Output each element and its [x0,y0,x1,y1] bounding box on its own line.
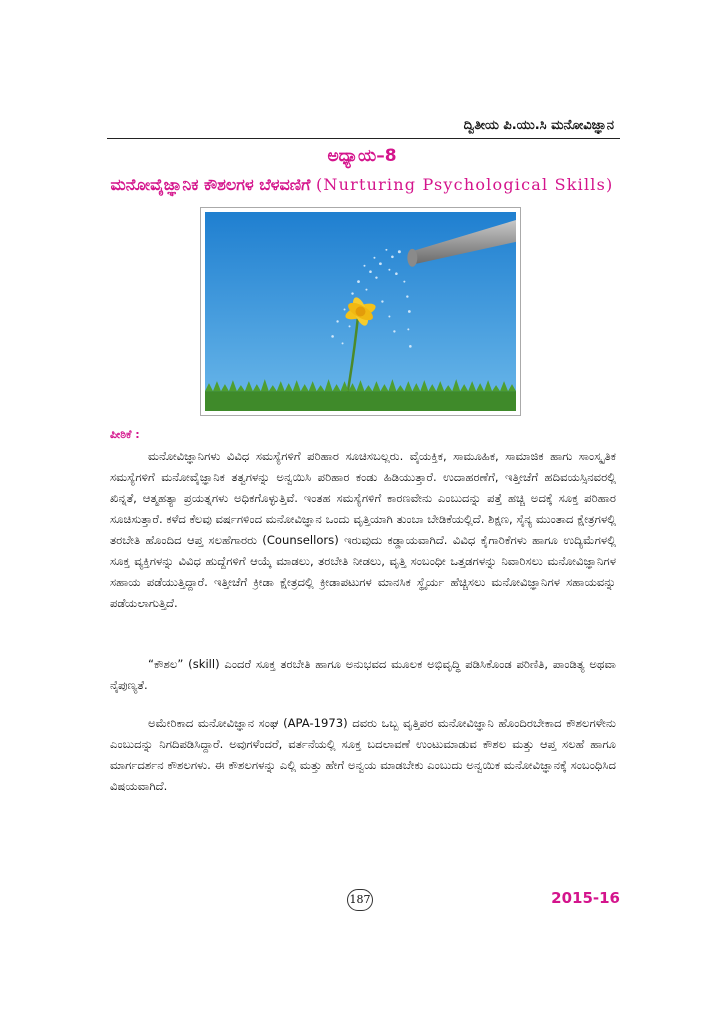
header-title: ದ್ವಿತೀಯ ಪಿ.ಯು.ಸಿ ಮನೋವಿಜ್ಞಾನ [463,118,614,133]
paragraph-apa: ಅಮೇರಿಕಾದ ಮನೋವಿಜ್ಞಾನ ಸಂಘ (APA-1973) ದವರು ಒಬ್ಬ ವೃತ್ತಿಪರ ಮನೋವಿಜ್ಞಾನಿ ಹೊಂದಿರಬೇಕಾದ ಕೌಶಲಗಳೇನು ಎಂಬುದನ್ನು ನಿಗದಿಪಡಿಸಿದ್ದಾರೆ. ಅವುಗಳೆಂದರೆ, ವರ್ತನೆಯಲ್ಲಿ ಸೂಕ್ತ ಬದಲಾವಣೆ ಉಂಟುಮಾಡುವ ಕೌಶಲ ಮತ್ತು ಆಪ್ತ ಸಲಹೆ ಹಾಗೂ ಮಾರ್ಗದರ್ಶನ ಕೌಶಲಗಳು. ಈ ಕೌಶಲಗಳನ್ನು ಎಲ್ಲಿ ಮತ್ತು ಹೇಗೆ ಅನ್ವಯ ಮಾಡಬೇಕು ಎಂಬುದು ಅನ್ವಯಿಕ ಮನೋವಿಜ್ಞಾನಕ್ಕೆ ಸಂಬಂಧಿಸಿದ ವಿಷಯವಾಗಿದೆ. [110,716,616,793]
header-divider [107,138,620,139]
chapter-illustration [200,207,521,416]
academic-year: 2015-16 [551,889,620,907]
watering-flower-image [205,212,516,411]
chapter-title-english: (Nurturing Psychological Skills) [315,175,614,194]
paragraph-skill-definition: “ಕೌಶಲ” (skill) ಎಂದರೆ ಸೂಕ್ತ ತರಬೇತಿ ಹಾಗೂ ಅನುಭವದ ಮೂಲಕ ಅಭಿವೃದ್ಧಿ ಪಡಿಸಿಕೊಂಡ ಪರಿಣಿತಿ, ಪಾಂಡಿತ್ಯ ಅಥವಾ ನೈಪುಣ್ಯತೆ. [110,657,616,692]
page-number: 187 [347,889,373,911]
chapter-number: ಅಧ್ಯಾಯ–8 [327,146,397,166]
chapter-title-kannada: ಮನೋವೈಜ್ಞಾನಿಕ ಕೌಶಲಗಳ ಬೆಳವಣಿಗೆ [110,175,311,194]
intro-label: ಪೀಠಿಕೆ : [110,428,140,441]
chapter-title [0,175,724,195]
grass [205,391,516,411]
paragraph-intro: ಮನೋವಿಜ್ಞಾನಿಗಳು ವಿವಿಧ ಸಮಸ್ಯೆಗಳಿಗೆ ಪರಿಹಾರ ಸೂಚಿಸಬಲ್ಲರು. ವೈಯಕ್ತಿಕ, ಸಾಮೂಹಿಕ, ಸಾಮಾಜಿಕ ಹಾಗು ಸಾಂಸ್ಕೃತಿಕ ಸಮಸ್ಯೆಗಳಿಗೆ ಮನೋವೈಜ್ಞಾನಿಕ ತತ್ವಗಳನ್ನು ಅನ್ವಯಿಸಿ ಪರಿಹಾರ ಕಂಡು ಹಿಡಿಯುತ್ತಾರೆ. ಉದಾಹರಣೆಗೆ, ಇತ್ತೀಚೆಗೆ ಹದಿವಯಸ್ಸಿನವರಲ್ಲಿ ಖಿನ್ನತೆ, ಆತ್ಮಹತ್ಯಾ ಪ್ರಯತ್ನಗಳು ಅಧಿಕಗೊಳ್ಳುತ್ತಿವೆ. ಇಂತಹ ಸಮಸ್ಯೆಗಳಿಗೆ ಕಾರಣವೇನು ಎಂಬುದನ್ನು ಪತ್ತೆ ಹಚ್ಚಿ ಅದಕ್ಕೆ ಸೂಕ್ತ ಪರಿಹಾರ ಸೂಚಿಸುತ್ತಾರೆ. ಕಳೆದ ಕೆಲವು ವರ್ಷಗಳಿಂದ ಮನೋವಿಜ್ಞಾನ ಒಂದು ವೃತ್ತಿಯಾಗಿ ತುಂಬಾ ಬೇಡಿಕೆಯಲ್ಲಿದೆ. ಶಿಕ್ಷಣ, ಸೈನ್ಯ ಮುಂತಾದ ಕ್ಷೇತ್ರಗಳಲ್ಲಿ ತರಬೇತಿ ಹೊಂದಿದ ಆಪ್ತ ಸಲಹೆಗಾರರು (Counsellors) ಇರುವುದು ಕಡ್ಡಾಯವಾಗಿದೆ. ವಿವಿಧ ಕೈಗಾರಿಕೆಗಳು ಹಾಗೂ ಉದ್ಯಿಮೆಗಳಲ್ಲಿ ಸೂಕ್ತ ವ್ಯಕ್ತಿಗಳನ್ನು ವಿವಿಧ ಹುದ್ದೆಗಳಿಗೆ ಆಯ್ಕೆ ಮಾಡಲು, ತರಬೇತಿ ನೀಡಲು, ವೃತ್ತಿ ಸಂಬಂಧೀ ಒತ್ತಡಗಳನ್ನು ನಿವಾರಿಸಲು ಮನೋವಿಜ್ಞಾನಿಗಳ ಸಹಾಯ ಪಡೆಯುತ್ತಿದ್ದಾರೆ. ಇತ್ತೀಚೆಗೆ ಕ್ರೀಡಾ ಕ್ಷೇತ್ರದಲ್ಲಿ ಕ್ರೀಡಾಪಟುಗಳ ಮಾನಸಿಕ ಸ್ಥೈರ್ಯ ಹೆಚ್ಚಿಸಲು ಮನೋವಿಜ್ಞಾನಿಗಳ ಸಹಾಯವನ್ನು ಪಡೆಯಲಾಗುತ್ತಿದೆ. [110,449,616,610]
watering-can-nozzle [407,249,417,267]
